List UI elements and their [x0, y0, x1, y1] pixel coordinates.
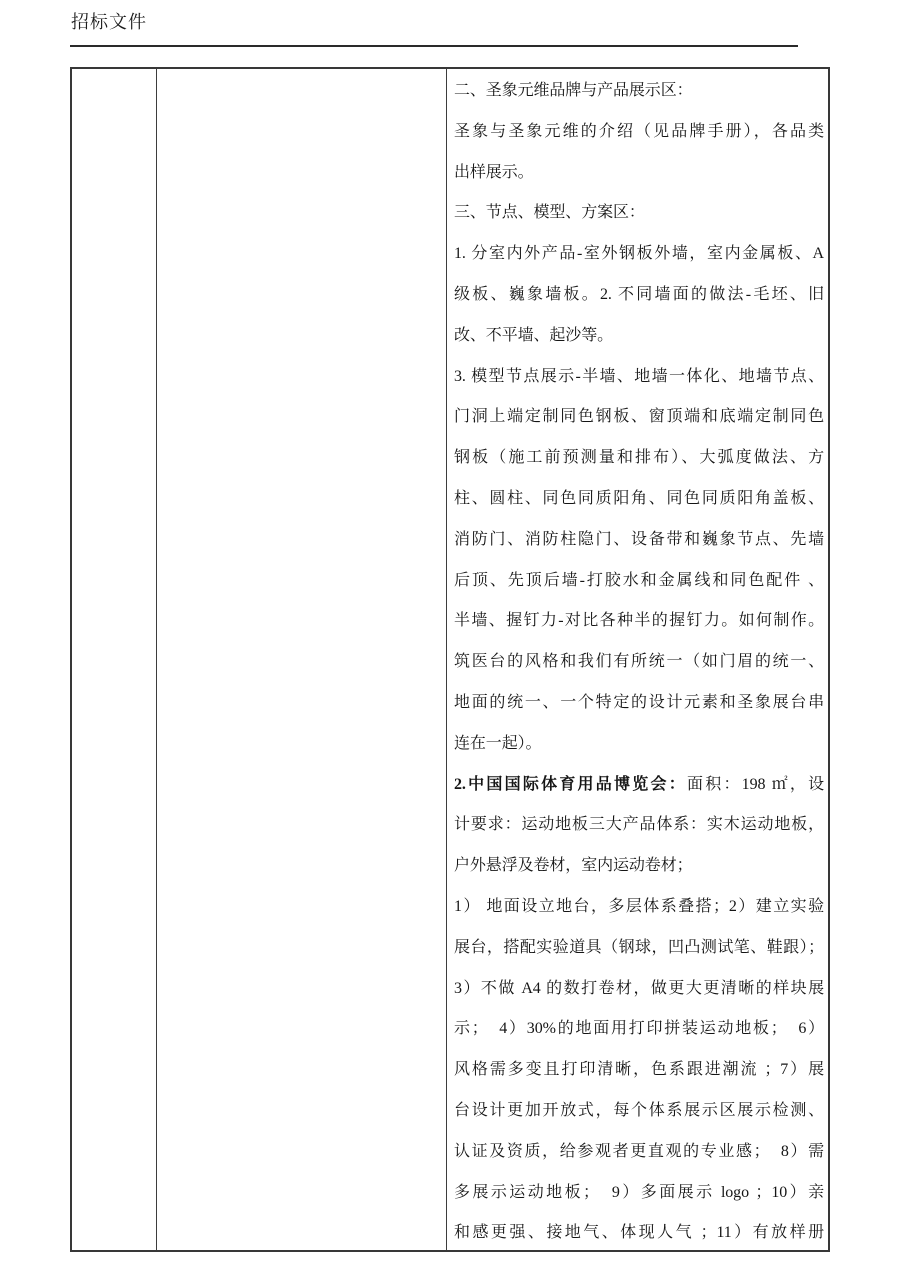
text-line: 改、不平墙、起沙等。 — [454, 326, 614, 344]
doc-header-title: 招标文件 — [71, 12, 147, 32]
text-line: 出样展示。 — [454, 163, 534, 181]
text-line: 展台，搭配实验道具（钢球，凹凸测试笔、鞋跟）； — [454, 938, 824, 956]
text-line-bold-prefix: 2.中国国际体育用品博览会： — [454, 775, 687, 793]
text-line: 三、节点、模型、方案区： — [454, 204, 645, 222]
text-line: 认证及资质，给参观者更直观的专业感； 8）需 — [454, 1142, 824, 1160]
text-line: 半墙、握钉力-对比各种半的握钉力。如何制作。 — [454, 612, 824, 630]
text-line: 户外悬浮及卷材，室内运动卷材； — [454, 857, 693, 875]
text-line: 多展示运动地板； 9）多面展示 logo ；10）亲 — [454, 1183, 824, 1201]
text-line: 2.中国国际体育用品博览会：面积：198 ㎡，设 — [454, 775, 824, 793]
text-line: 1） 地面设立地台，多层体系叠搭；2）建立实验 — [454, 897, 824, 915]
text-line: 消防门、消防柱隐门、设备带和巍象节点、先墙 — [454, 530, 824, 548]
text-line: 3）不做 A4 的数打卷材，做更大更清晰的样块展 — [454, 979, 824, 997]
table-cell-empty-middle — [157, 69, 447, 1250]
text-line: 筑医台的风格和我们有所统一（如门眉的统一、 — [454, 653, 824, 671]
text-line: 圣象与圣象元维的介绍（见品牌手册），各品类 — [454, 122, 824, 140]
text-line: 3. 模型节点展示-半墙、地墙一体化、地墙节点、 — [454, 367, 824, 385]
table-cell-content — [447, 69, 828, 1250]
text-line: 台设计更加开放式，每个体系展示区展示检测、 — [454, 1101, 824, 1119]
text-line: 柱、圆柱、同色同质阳角、同色同质阳角盖板、 — [454, 489, 824, 507]
text-line: 1. 分室内外产品-室外钢板外墙，室内金属板、A — [454, 245, 824, 263]
table-cell-empty-left — [72, 69, 157, 1250]
header-rule-divider — [70, 45, 798, 47]
text-line: 地面的统一、一个特定的设计元素和圣象展台串 — [454, 693, 824, 711]
text-line: 风格需多变且打印清晰，色系跟进潮流 ；7）展 — [454, 1061, 824, 1079]
content-table — [70, 67, 830, 1252]
text-line: 钢板（施工前预测量和排布）、大弧度做法、方 — [454, 449, 824, 467]
text-line: 和感更强、接地气、体现人气 ；11）有放样册 — [454, 1224, 824, 1242]
text-line: 二、圣象元维品牌与产品展示区： — [454, 82, 693, 99]
text-line: 计要求：运动地板三大产品体系：实木运动地板， — [454, 816, 824, 834]
text-line: 级板、巍象墙板。2. 不同墙面的做法-毛坯、旧 — [454, 285, 824, 303]
text-line: 后顶、先顶后墙-打胶水和金属线和同色配件 、 — [454, 571, 824, 589]
text-line: 连在一起）。 — [454, 734, 542, 752]
text-line: 示； 4）30%的地面用打印拼装运动地板； 6） — [454, 1020, 824, 1038]
text-line: 门洞上端定制同色钢板、窗顶端和底端定制同色 — [454, 408, 824, 426]
doc-header — [71, 11, 147, 33]
